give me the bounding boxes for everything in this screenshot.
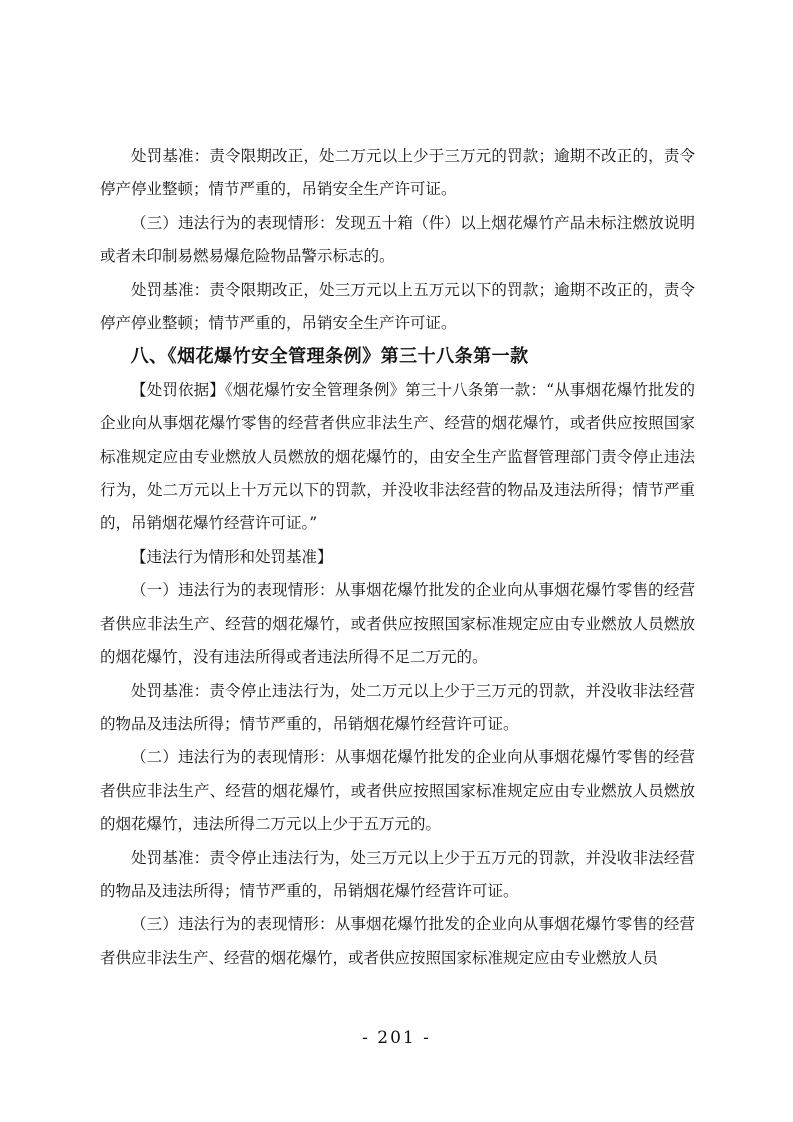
paragraph-violation-case-1: （一）违法行为的表现情形：从事烟花爆竹批发的企业向从事烟花爆竹零售的经营者供应非法生产、经营的烟花爆竹，或者供应按照国家标准规定应由专业燃放人员燃放的烟花爆竹，没有违法所得或者违法所得不足二万元的。 (100, 581, 695, 667)
section-heading: 八、《烟花爆竹安全管理条例》第三十八条第一款 (130, 346, 529, 368)
paragraph-penalty-standard-1: 处罚基准：责令停止违法行为，处二万元以上少于三万元的罚款，并没收非法经营的物品及违法所得；情节严重的，吊销烟花爆竹经营许可证。 (100, 681, 695, 733)
paragraph-violation-header: 【违法行为情形和处罚基准】 (131, 547, 333, 566)
paragraph-penalty-standard-2: 处罚基准：责令限期改正，处二万元以上少于三万元的罚款；逾期不改正的，责令停产停业整顿；情节严重的，吊销安全生产许可证。 (100, 147, 695, 199)
paragraph-penalty-standard-2b: 处罚基准：责令停止违法行为，处三万元以上少于五万元的罚款，并没收非法经营的物品及违法所得；情节严重的，吊销烟花爆竹经营许可证。 (100, 848, 695, 900)
paragraph-penalty-standard-3: 处罚基准：责令限期改正，处三万元以上五万元以下的罚款；逾期不改正的，责令停产停业整顿；情节严重的，吊销安全生产许可证。 (100, 280, 695, 333)
page-number: - 201 - (362, 1028, 431, 1048)
paragraph-violation-case-3: （三）违法行为的表现情形：发现五十箱（件）以上烟花爆竹产品未标注燃放说明或者未印制易燃易爆危险物品警示标志的。 (100, 213, 695, 266)
paragraph-violation-case-3b: （三）违法行为的表现情形：从事烟花爆竹批发的企业向从事烟花爆竹零售的经营者供应非法生产、经营的烟花爆竹，或者供应按照国家标准规定应由专业燃放人员 (100, 915, 695, 967)
document-body (100, 140, 695, 975)
paragraph-violation-case-2: （二）违法行为的表现情形：从事烟花爆竹批发的企业向从事烟花爆竹零售的经营者供应非法生产、经营的烟花爆竹，或者供应按照国家标准规定应由专业燃放人员燃放的烟花爆竹，违法所得二万元以上少于五万元的。 (100, 748, 695, 834)
paragraph-penalty-basis: 【处罚依据】《烟花爆竹安全管理条例》第三十八条第一款：“从事烟花爆竹批发的企业向从事烟花爆竹零售的经营者供应非法生产、经营的烟花爆竹，或者供应按照国家标准规定应由专业燃放人员燃放的烟花爆竹的，由安全生产监督管理部门责令停止违法行为，处二万元以上十万元以下的罚款，并没收非法经营的物品及违法所得；情节严重的，吊销烟花爆竹经营许可证。” (100, 380, 695, 533)
